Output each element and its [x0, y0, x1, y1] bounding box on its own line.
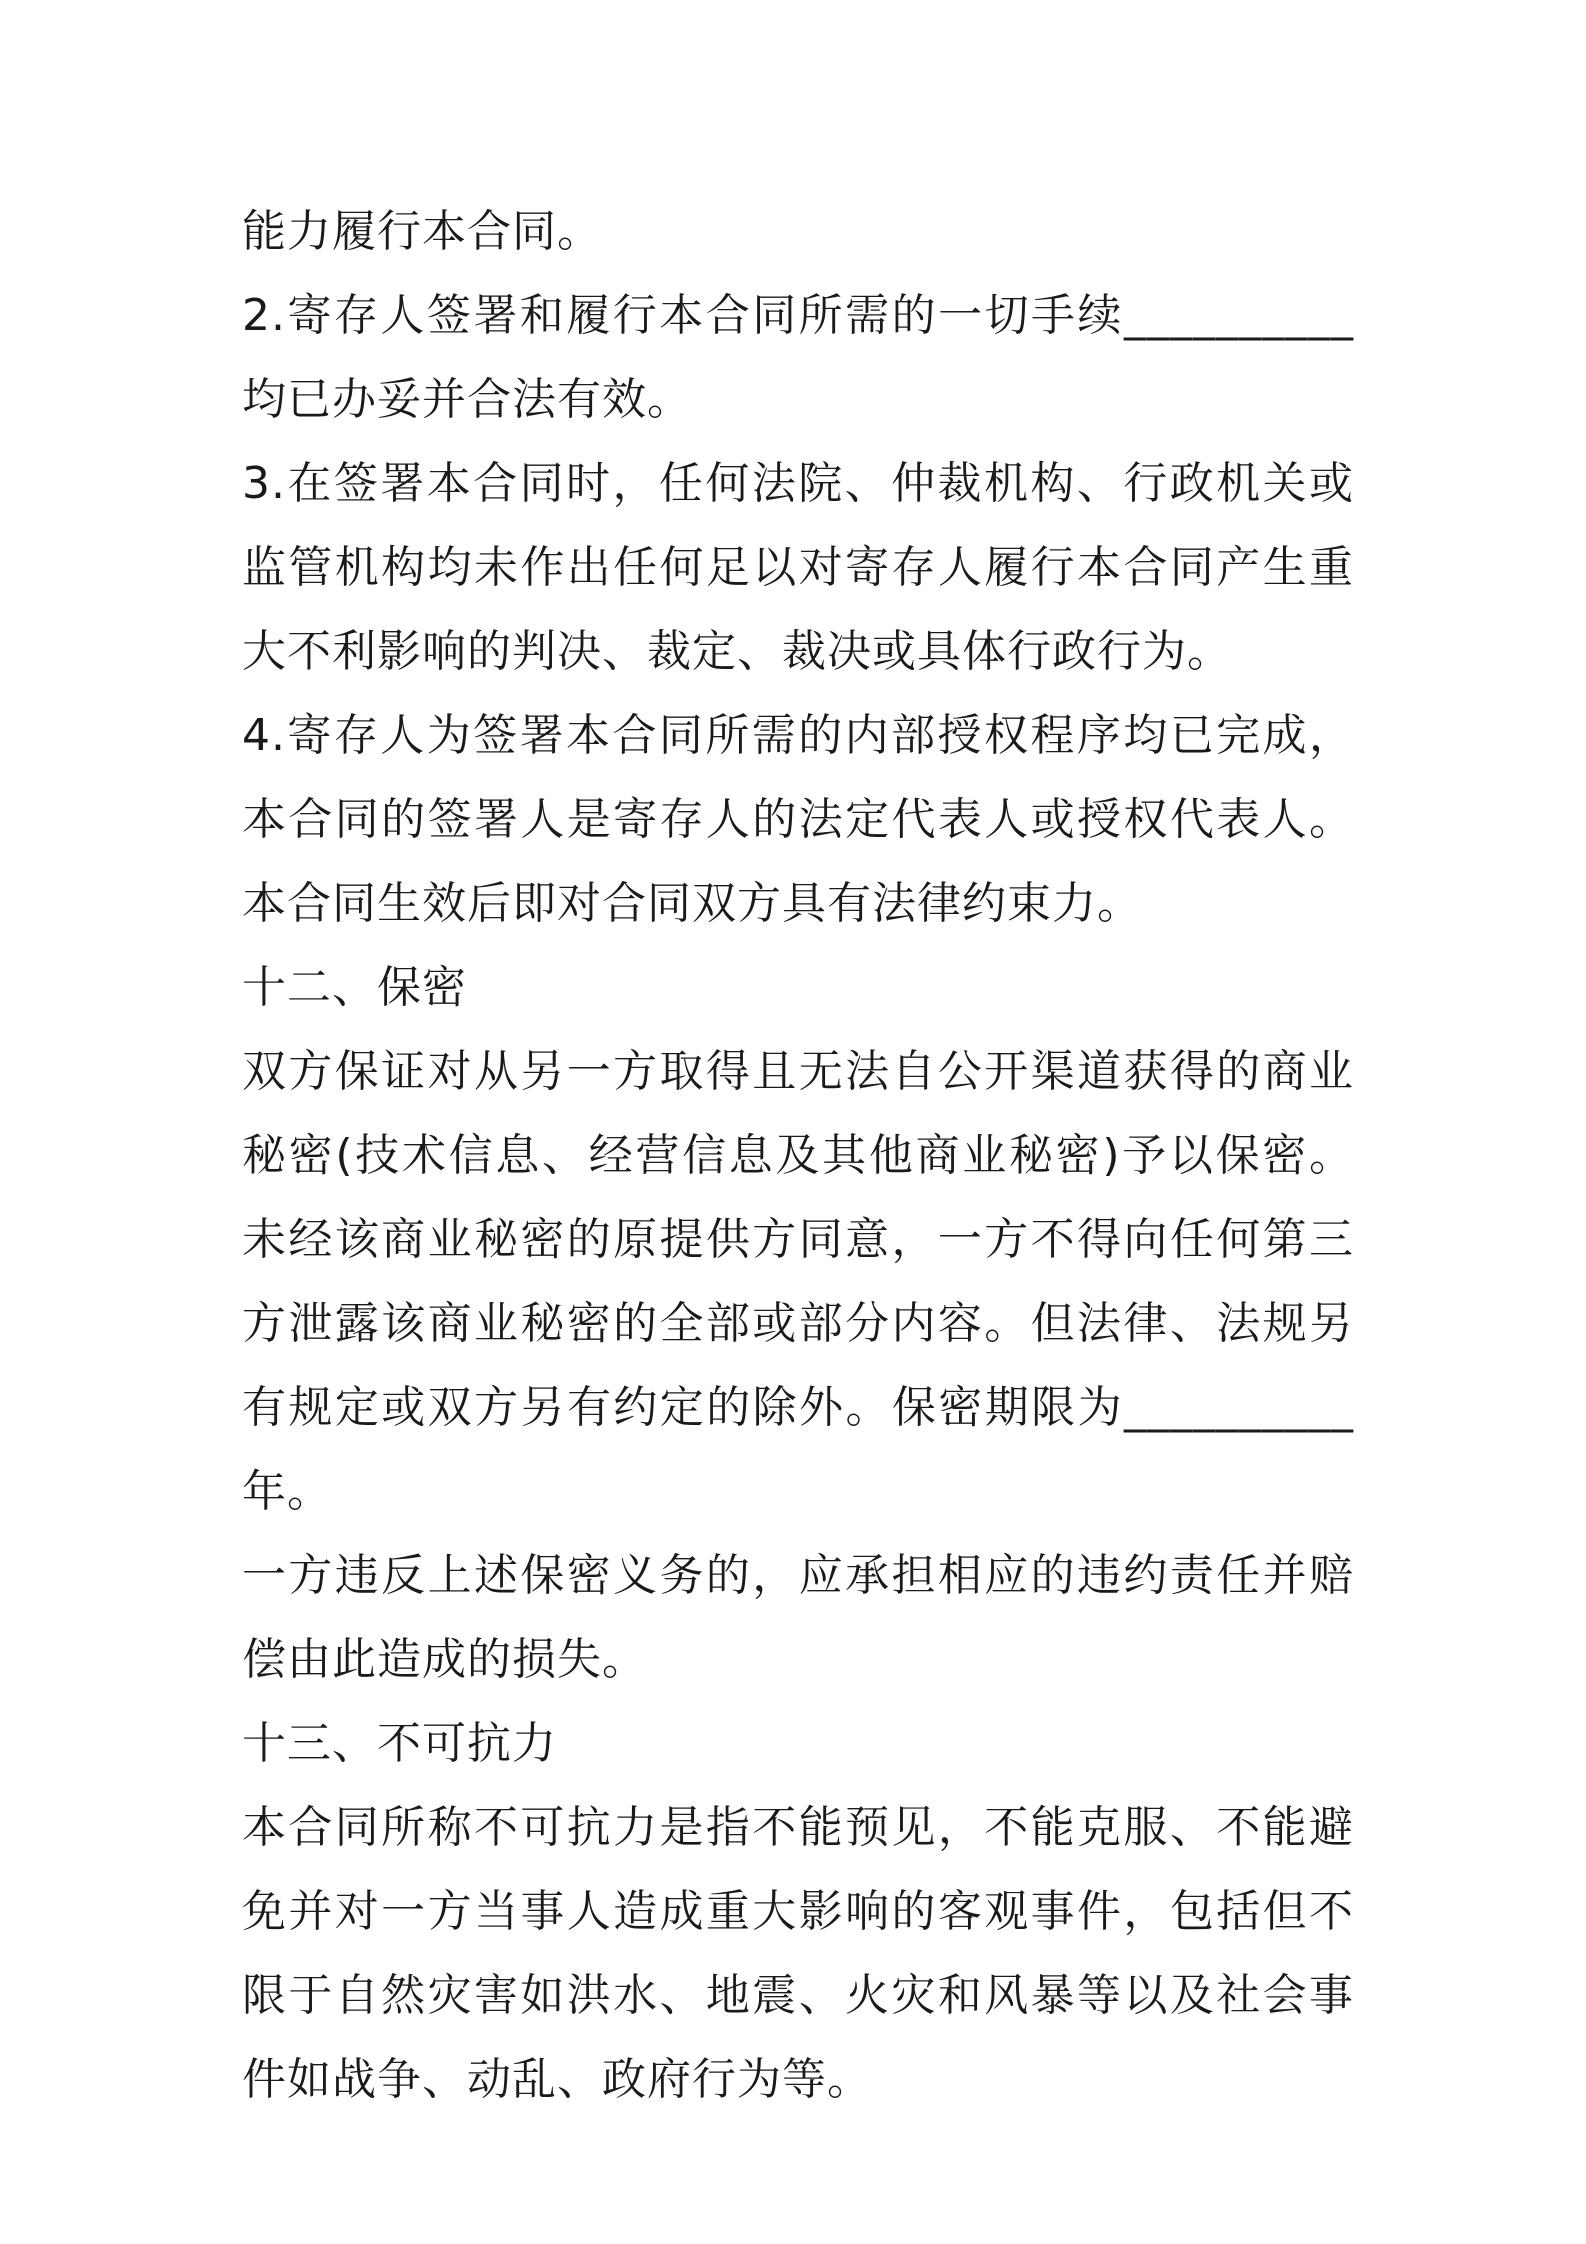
- paragraph-force-majeure: 本合同所称不可抗力是指不能预见，不能克服、不能避免并对一方当事人造成重大影响的客观事件，包括但不限于自然灾害如洪水、地震、火灾和风暴等以及社会事件如战争、动乱、政府行为等。: [242, 1802, 1354, 2105]
- section-heading-force-majeure: 十三、不可抗力: [242, 1718, 557, 1769]
- paragraph-continuation: 能力履行本合同。: [242, 206, 602, 257]
- paragraph-confidentiality-2: 一方违反上述保密义务的，应承担相应的违约责任并赔偿由此造成的损失。: [242, 1550, 1354, 1685]
- document-body: [242, 190, 1354, 2122]
- paragraph-clause-4: 4.寄存人为签署本合同所需的内部授权程序均已完成，本合同的签署人是寄存人的法定代表人或授权代表人。本合同生效后即对合同双方具有法律约束力。: [242, 710, 1354, 929]
- paragraph-clause-3: 3.在签署本合同时，任何法院、仲裁机构、行政机关或监管机构均未作出任何足以对寄存人履行本合同产生重大不利影响的判决、裁定、裁决或具体行政行为。: [242, 458, 1354, 677]
- paragraph-clause-2: 2.寄存人签署和履行本合同所需的一切手续__________均已办妥并合法有效。: [242, 290, 1354, 425]
- paragraph-confidentiality-1: 双方保证对从另一方取得且无法自公开渠道获得的商业秘密(技术信息、经营信息及其他商业秘密)予以保密。未经该商业秘密的原提供方同意，一方不得向任何第三方泄露该商业秘密的全部或部分内容。但法律、法规另有规定或双方另有约定的除外。保密期限为__________年。: [242, 1046, 1354, 1517]
- section-heading-confidentiality: 十二、保密: [242, 962, 467, 1013]
